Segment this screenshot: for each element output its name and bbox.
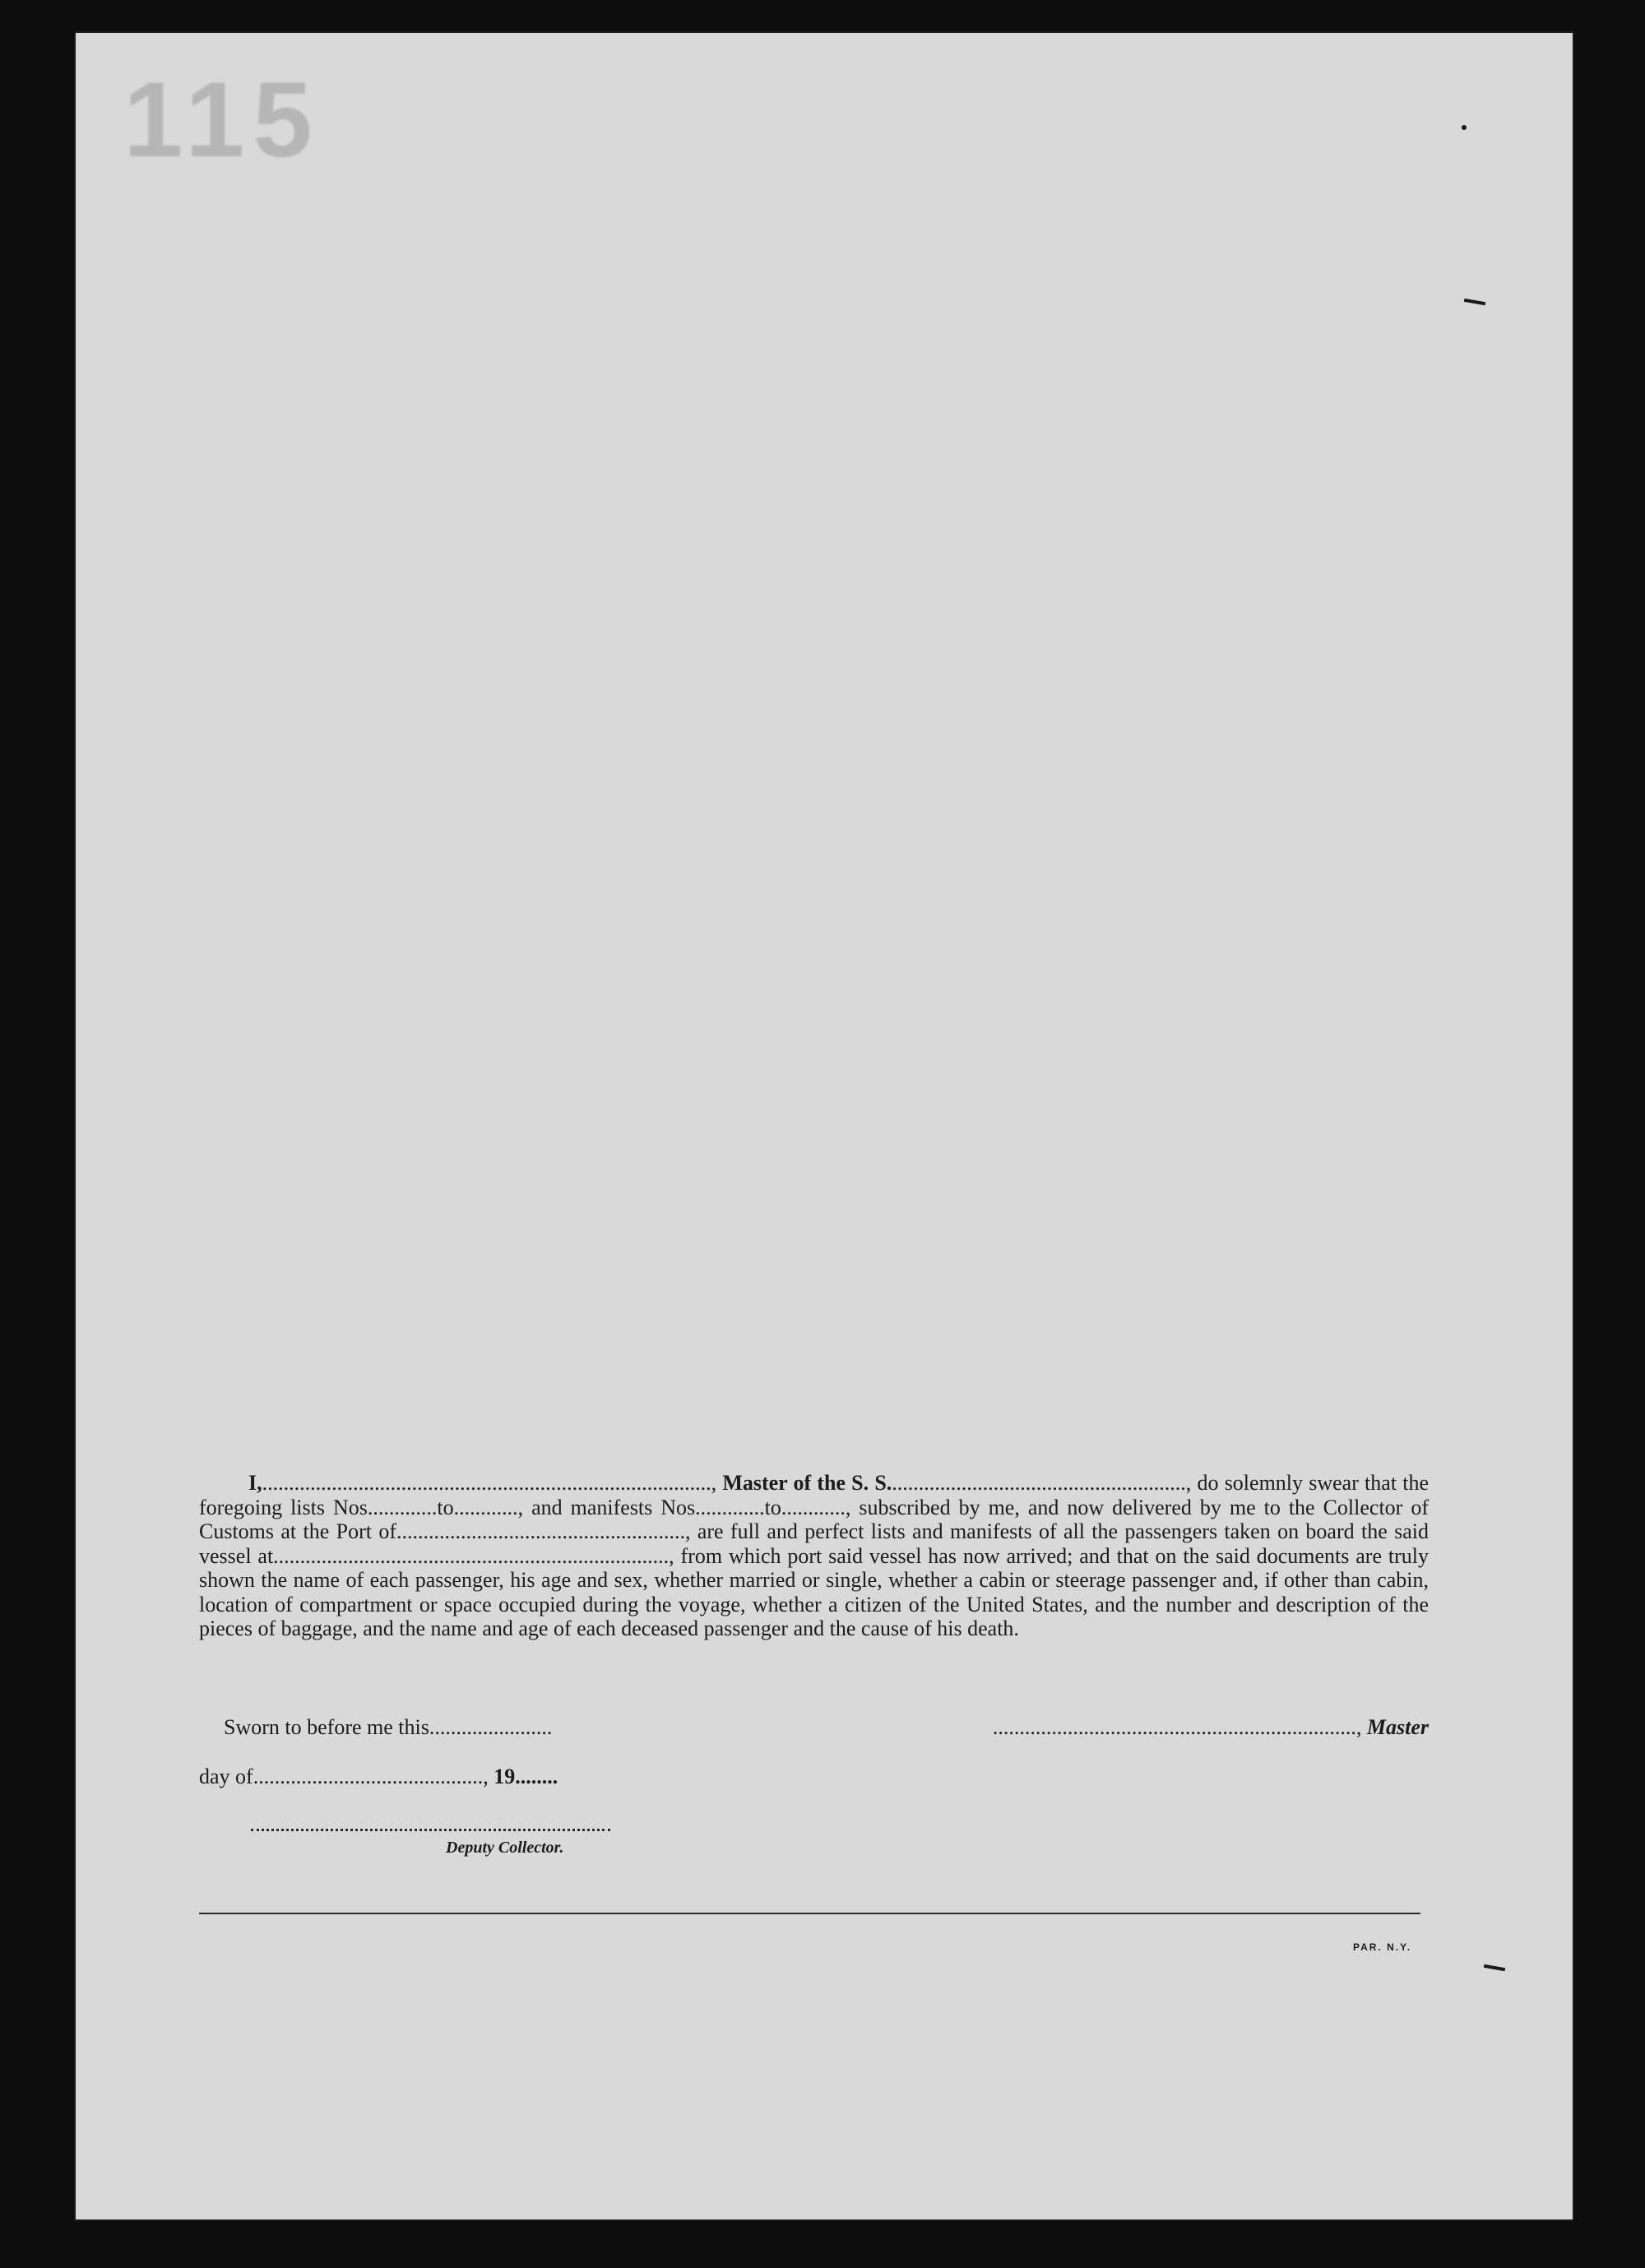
master-signature-label: Master xyxy=(1366,1715,1429,1739)
printer-mark: PAR. N.Y. xyxy=(1353,1941,1412,1953)
oath-body: ......................................................., do solemnly swear that the foregoing lists Nos.............to............, and manifests Nos.............to............, subscribed by me, and now delivered by me to the Collector of Customs at the Port of......................................................, are full and perfect lists and manifests of all the passengers taken on board the said vessel at.........................................................................., from which port said vessel has now arrived; and that on the said documents are truly shown the name of each passenger, his age and sex, whether married or single, whether a cabin or steerage passenger and, if other than cabin, location of compartment or space occupied during the voyage, whether a citizen of the United States, and the number and description of the pieces of baggage, and the name and age of each deceased passenger and the cause of his death. xyxy=(199,1471,1430,1640)
master-signature-dots: ...................................................................., xyxy=(992,1715,1362,1739)
footer-rule xyxy=(199,1913,1420,1914)
oath-paragraph xyxy=(199,1471,1429,1641)
day-row xyxy=(199,1765,558,1789)
year-field: 19........ xyxy=(494,1765,558,1788)
day-of-text: day of..........................................., xyxy=(199,1765,494,1788)
deputy-collector-label: Deputy Collector. xyxy=(446,1839,564,1857)
page-number-stamp: 115 xyxy=(123,59,321,179)
oath-blank-name: ...................................................................................., xyxy=(262,1471,723,1495)
master-signature-line xyxy=(993,1715,1429,1740)
document-page xyxy=(76,33,1573,2219)
sworn-row xyxy=(199,1715,1429,1748)
deputy-signature-line xyxy=(251,1829,610,1831)
ink-mark xyxy=(1464,299,1485,305)
sworn-before-text: Sworn to before me this....................... xyxy=(224,1715,553,1739)
oath-master-label: Master of the S. S. xyxy=(722,1471,892,1495)
oath-opening: I, xyxy=(248,1471,262,1495)
ink-speck xyxy=(1462,125,1467,130)
ink-mark xyxy=(1484,1964,1505,1971)
